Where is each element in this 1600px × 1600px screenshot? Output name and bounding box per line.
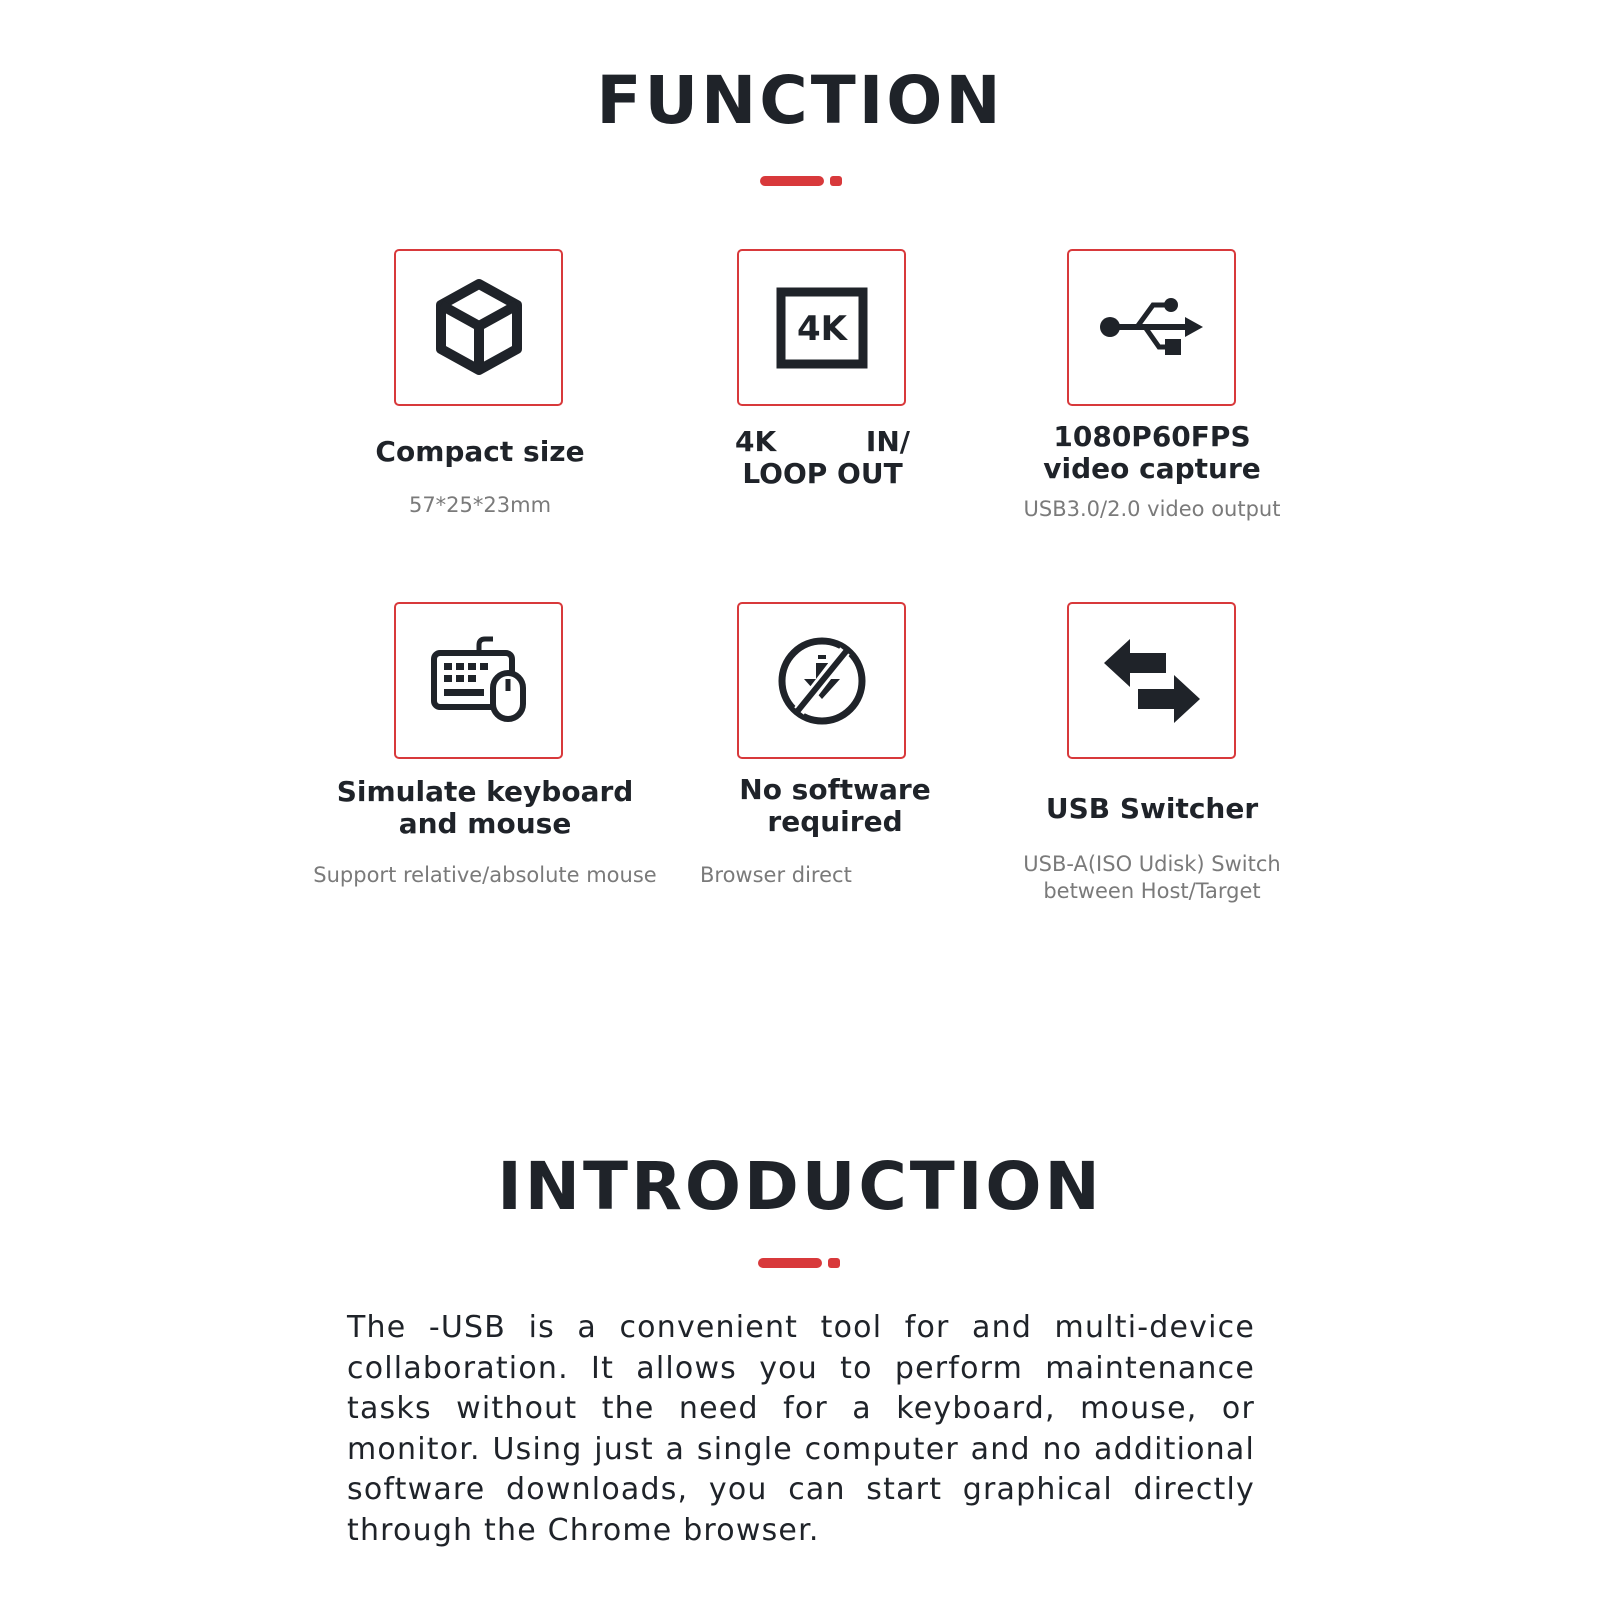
feature-sub-usb-switcher	[990, 851, 1314, 905]
feature-label-4k-right: IN/	[865, 425, 910, 458]
feature-label-no-software	[690, 774, 980, 838]
feature-label-4k-left: 4K	[735, 425, 777, 458]
feature-label-no-software-line1: No software	[739, 773, 931, 806]
feature-tile-usb-switcher	[1067, 602, 1236, 759]
feature-tile-video-capture	[1067, 249, 1236, 406]
feature-label-no-software-line2: required	[767, 805, 903, 838]
swap-arrows-icon	[1100, 631, 1204, 731]
usb-icon	[1097, 293, 1207, 363]
feature-label-usb-switcher: USB Switcher	[1045, 792, 1259, 825]
feature-label-4k	[735, 426, 910, 490]
function-title: FUNCTION	[596, 62, 1004, 139]
feature-tile-no-software	[737, 602, 906, 759]
feature-sub-keyboard-mouse: Support relative/absolute mouse	[313, 863, 657, 887]
4k-icon-text: 4K	[796, 308, 847, 349]
feature-label-4k-line2: LOOP OUT	[742, 457, 903, 490]
feature-sub-video-capture: USB3.0/2.0 video output	[1023, 497, 1281, 521]
divider-dot	[828, 1258, 840, 1268]
feature-sub-usb-switcher-line1: USB-A(ISO Udisk) Switch	[1023, 852, 1281, 876]
4k-icon	[776, 287, 868, 369]
no-download-icon	[774, 633, 870, 729]
divider-bar	[758, 1258, 822, 1268]
feature-label-video-capture-line1: 1080P60FPS	[1053, 420, 1251, 453]
feature-label-video-capture	[1010, 421, 1294, 485]
feature-sub-no-software: Browser direct	[700, 863, 852, 887]
divider-dot	[830, 176, 842, 186]
feature-label-compact-size: Compact size	[375, 435, 585, 468]
feature-sub-usb-switcher-line2: between Host/Target	[1043, 879, 1261, 903]
feature-label-keyboard-mouse-line1: Simulate keyboard	[336, 775, 634, 808]
feature-label-keyboard-mouse-line2: and mouse	[398, 807, 572, 840]
feature-label-keyboard-mouse	[320, 776, 650, 840]
introduction-title: INTRODUCTION	[497, 1148, 1103, 1225]
introduction-body: The -USB is a convenient tool for and multi-device collaboration. It allows you to perform maintenance tasks without the need for a keyboard, mouse, or monitor. Using just a single computer and no additional software downloads, you can start graphical directly through the Chrome browser.	[347, 1310, 1255, 1548]
feature-label-video-capture-line2: video capture	[1043, 452, 1261, 485]
feature-tile-compact-size	[394, 249, 563, 406]
keyboard-mouse-icon	[429, 635, 529, 727]
feature-tile-4k	[737, 249, 906, 406]
feature-sub-compact-size: 57*25*23mm	[408, 493, 552, 517]
feature-tile-keyboard-mouse	[394, 602, 563, 759]
divider-bar	[760, 176, 824, 186]
cube-icon	[431, 276, 527, 380]
